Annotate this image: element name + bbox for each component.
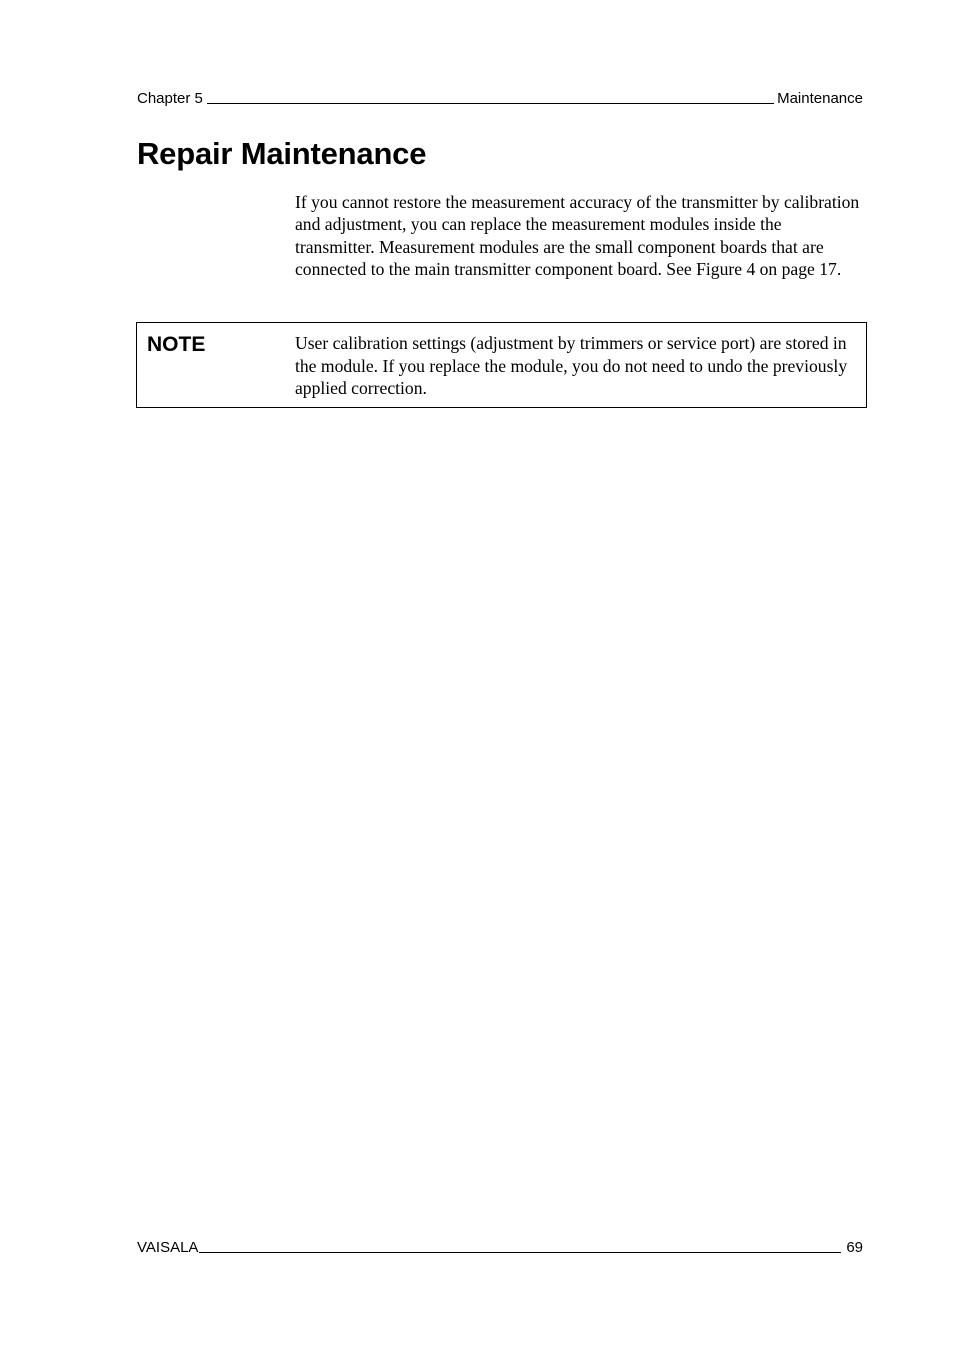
header-rule <box>207 102 774 104</box>
footer-rule <box>199 1251 841 1253</box>
note-box <box>136 322 867 408</box>
note-text: User calibration settings (adjustment by trimmers or service port) are stored in the module. If you replace the module, you do not need to undo the previously applied correction. <box>295 333 848 398</box>
page-header <box>137 90 863 107</box>
body-paragraph: If you cannot restore the measurement accuracy of the transmitter by calibration and adjustment, you can replace the measurement modules inside the transmitter. Measurement modules are the small component boards that are connected to the main transmitter component board. See Figure 4 on page 17. <box>295 192 860 279</box>
header-chapter: Chapter 5 <box>137 90 203 107</box>
page-footer <box>137 1239 863 1256</box>
footer-company: VAISALA <box>137 1239 199 1256</box>
footer-page-number: 69 <box>846 1239 863 1256</box>
page-title: Repair Maintenance <box>137 136 427 171</box>
note-label: NOTE <box>147 333 206 356</box>
header-section: Maintenance <box>777 90 863 107</box>
